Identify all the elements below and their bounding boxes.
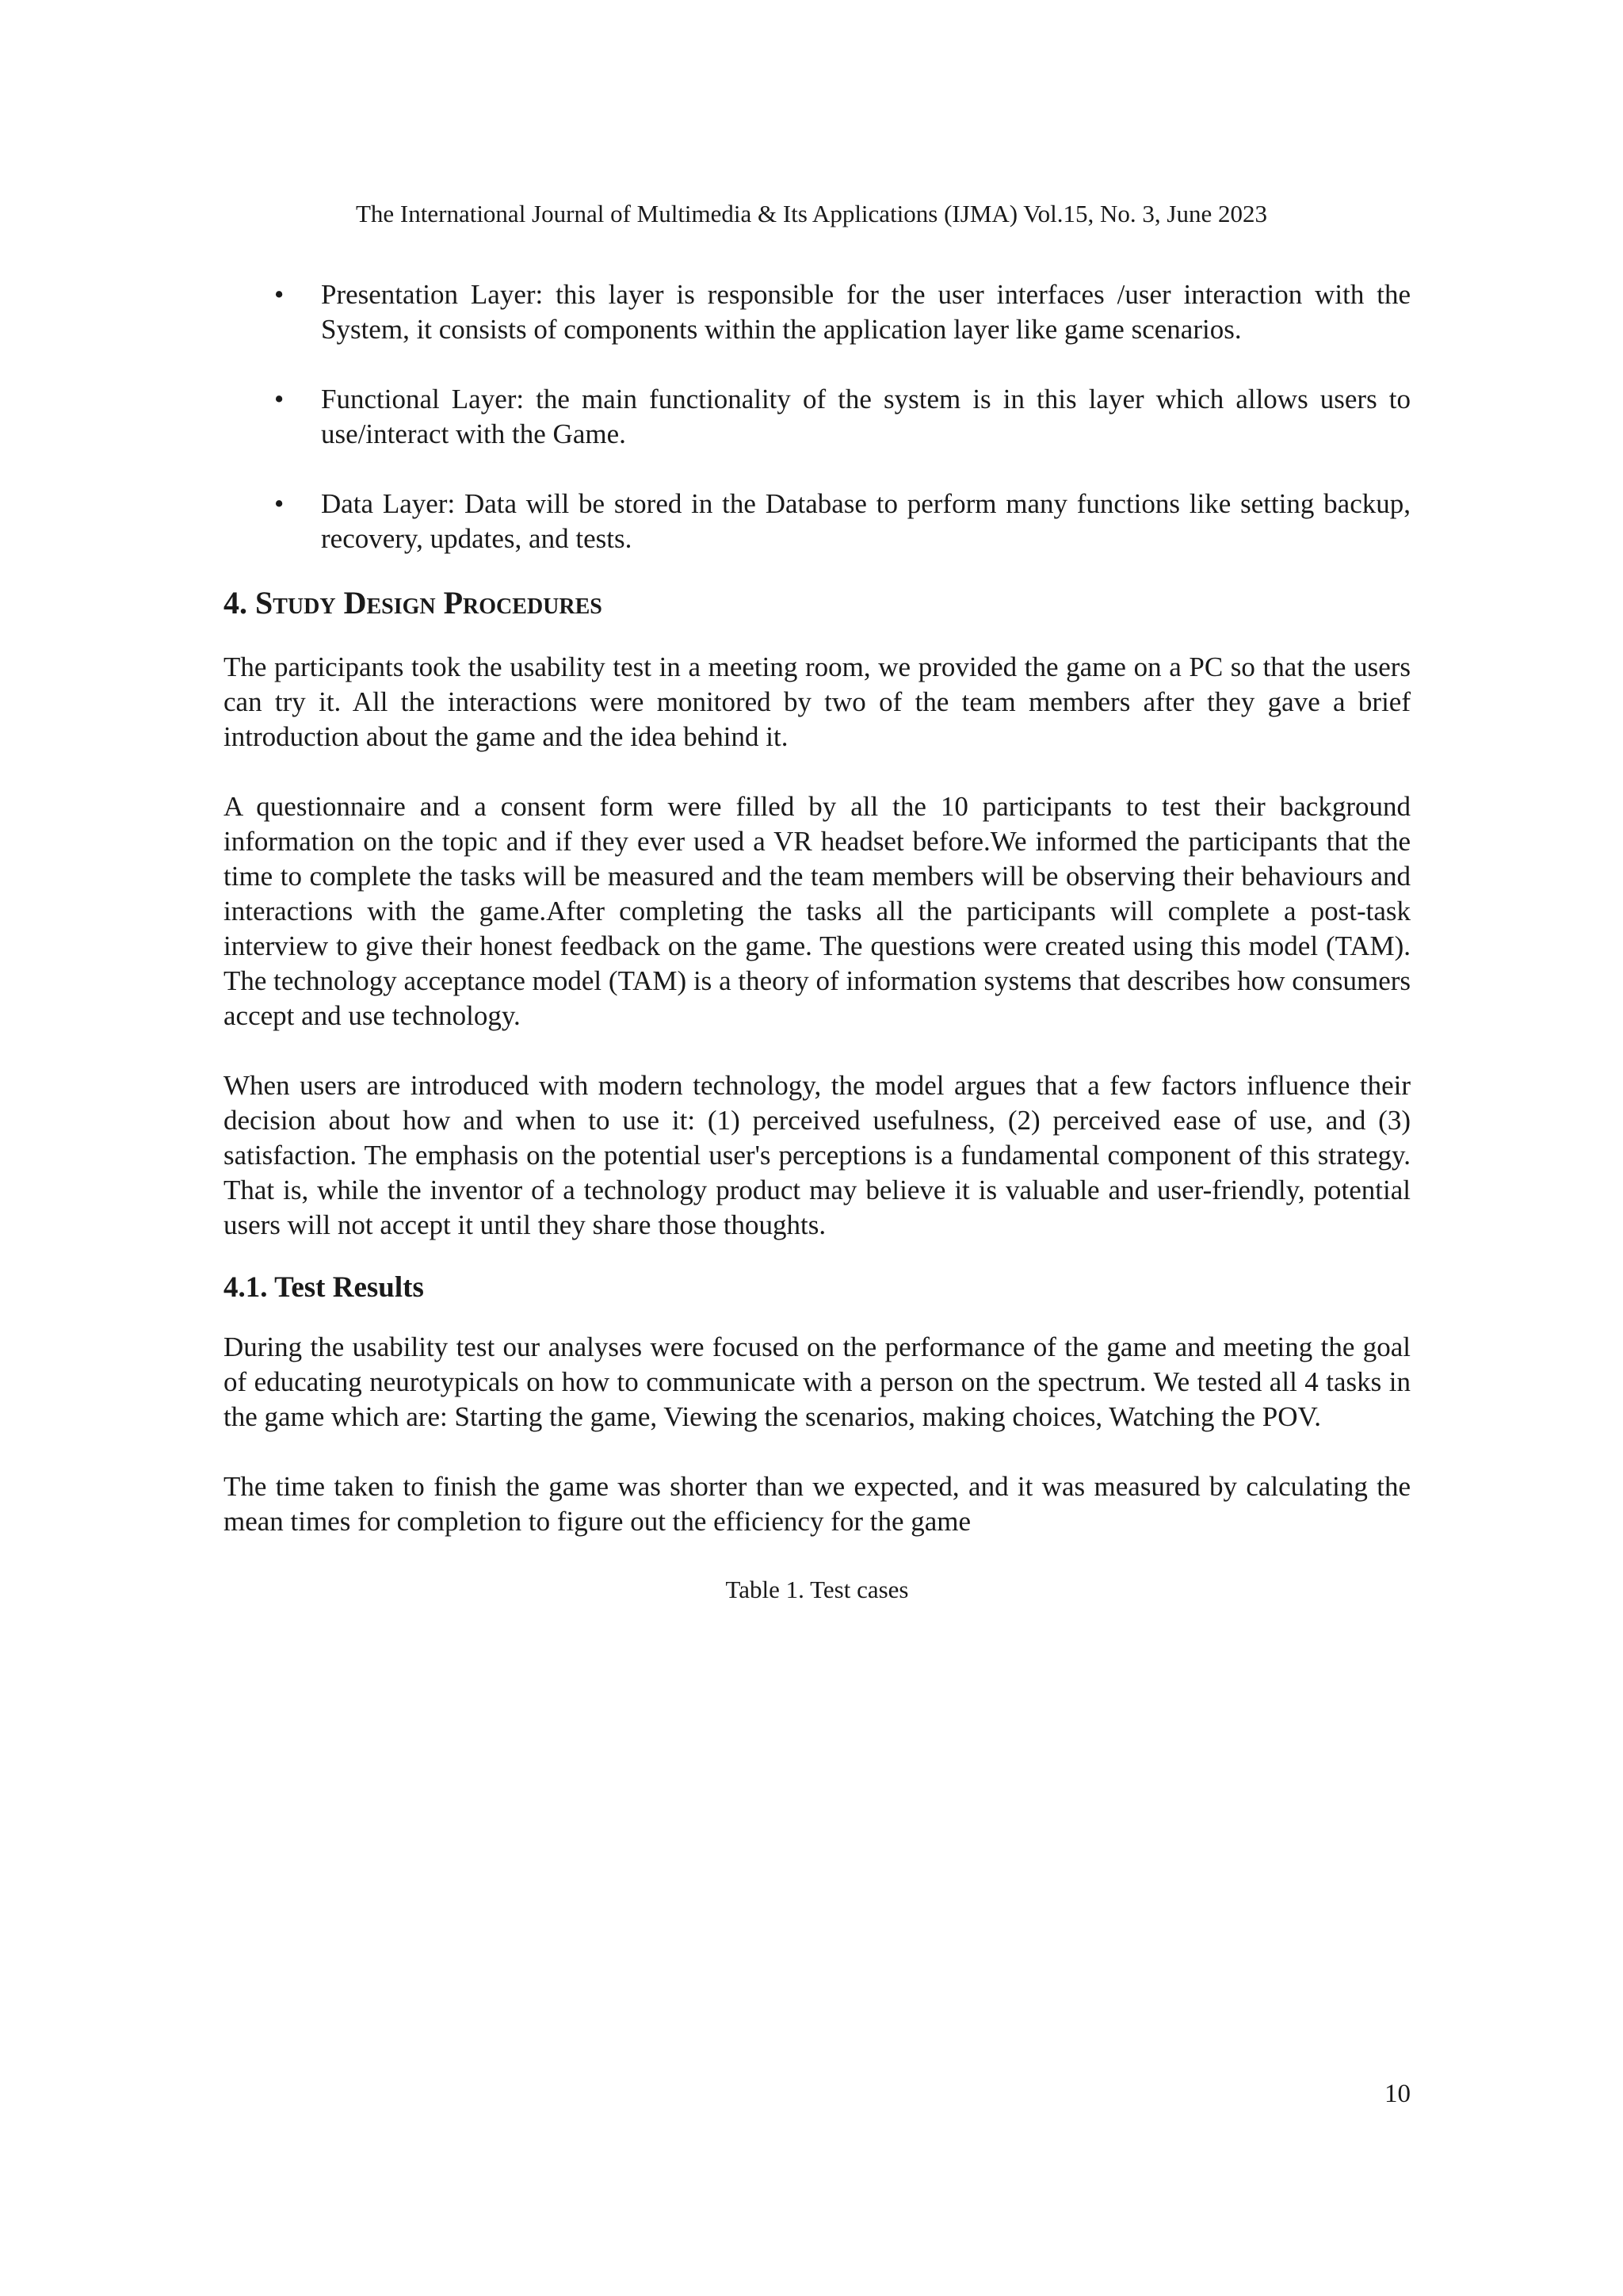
bullet-text: Presentation Layer: this layer is responsible for the user interfaces /user interaction with the System, it consists of components within the application layer like game scenarios. <box>321 279 1411 345</box>
list-item <box>223 487 1411 556</box>
bullet-marker: • <box>274 279 285 310</box>
body-paragraph: When users are introduced with modern technology, the model argues that a few factors influence their decision about how and when to use it: (1) perceived usefulness, (2) perceived ease of use, and (3) satisfaction. The emphasis on the potential user's perceptions is a fundamental component of this strategy. That is, while the inventor of a technology product may believe it is valuable and user-friendly, potential users will not accept it until they share those thoughts. <box>223 1070 1411 1240</box>
body-paragraph: A questionnaire and a consent form were filled by all the 10 participants to test their background information on the topic and if they ever used a VR headset before.We informed the participants that the time to complete the tasks will be measured and the team members will be observing their behaviours and interactions with the game.After completing the tasks all the participants will complete a post-task interview to give their honest feedback on the game. The questions were created using this model (TAM). The technology acceptance model (TAM) is a theory of information systems that describes how consumers accept and use technology. <box>223 791 1411 1031</box>
bullet-marker: • <box>274 488 285 519</box>
bullet-marker: • <box>274 384 285 415</box>
table-caption: Table 1. Test cases <box>725 1576 909 1603</box>
body-paragraph: The participants took the usability test in a meeting room, we provided the game on a PC so that the users can try it. All the interactions were monitored by two of the team members after they gave a brief introduction about the game and the idea behind it. <box>223 651 1411 752</box>
page-number: 10 <box>1384 2080 1411 2108</box>
running-header: The International Journal of Multimedia & Its Applications (IJMA) Vol.15, No. 3, June 2023 <box>355 200 1267 227</box>
bullet-text: Data Layer: Data will be stored in the Database to perform many functions like setting backup, recovery, updates, and tests. <box>321 488 1411 554</box>
subsection-heading: 4.1. Test Results <box>223 1271 424 1304</box>
layer-bullet-list <box>223 277 1411 556</box>
bullet-text: Functional Layer: the main functionality of the system is in this layer which allows users to use/interact with the Game. <box>321 384 1411 449</box>
list-item <box>223 277 1411 347</box>
body-paragraph: During the usability test our analyses were focused on the performance of the game and meeting the goal of educating neurotypicals on how to communicate with a person on the spectrum. We tested all 4 tasks in the game which are: Starting the game, Viewing the scenarios, making choices, Watching the POV. <box>223 1331 1411 1432</box>
list-item <box>223 382 1411 452</box>
section-title-text: Study Design Procedures <box>255 585 602 621</box>
section-heading <box>223 583 1411 623</box>
page-body <box>223 277 1411 1606</box>
section-number: 4. <box>223 585 247 621</box>
body-paragraph: The time taken to finish the game was shorter than we expected, and it was measured by calculating the mean times for completion to figure out the efficiency for the game <box>223 1471 1411 1537</box>
